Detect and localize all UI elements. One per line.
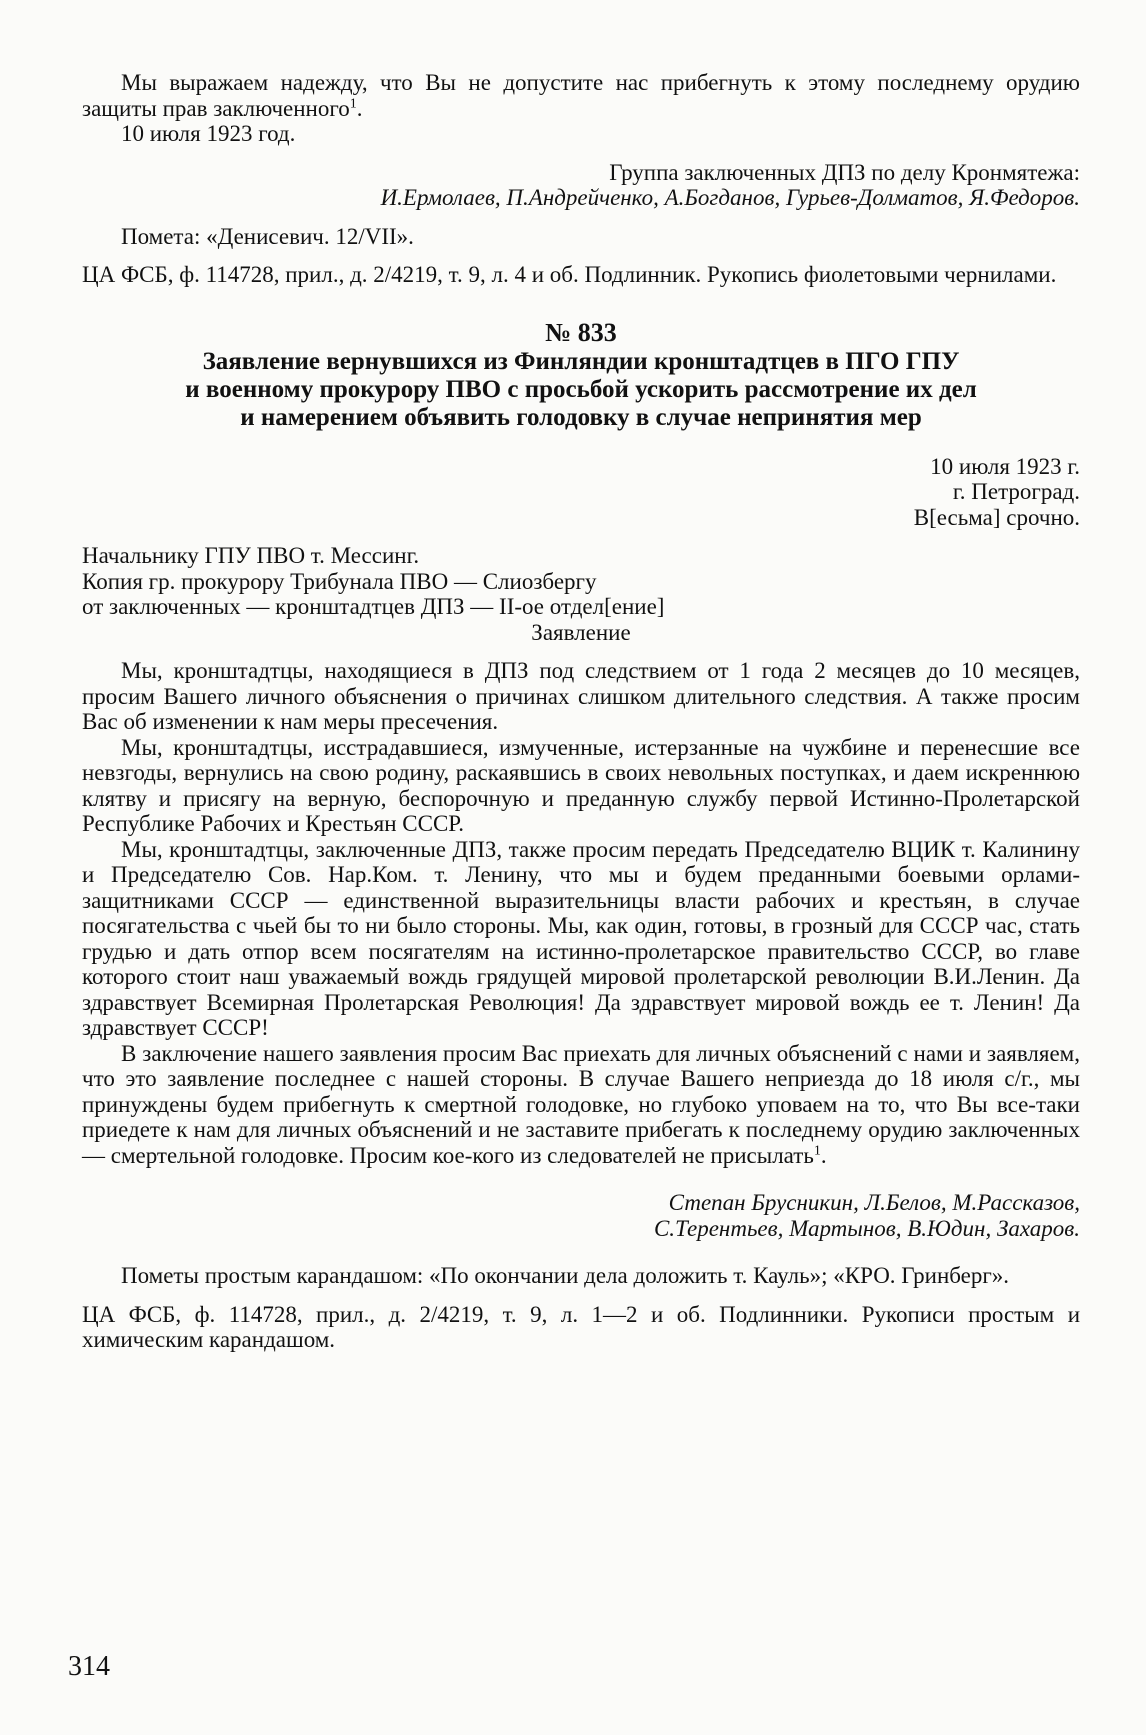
body-paragraph-4-text: В заключение нашего заявления просим Вас приехать для личных объяснений с нами и заявляем, что это заявление последнее с нашей стороны. В случае Вашего неприезда до 18 июля с/г., мы принуждены будем прибегнуть к смертной голодовке, но глубоко уповаем на то, что Вы все-таки приедете к нам для личных объяснений и не заставите прибегать к последнему орудию заключенных — смертельной голодовке. Просим кое-кого из следователей не присылать	[82, 1040, 1080, 1168]
addressee-line-2: Копия гр. прокурору Трибунала ПВО — Слиозбергу	[82, 568, 597, 594]
document-title-line-3: и намерением объявить голодовку в случае непринятия мер	[240, 403, 922, 431]
prev-closing-end: .	[356, 95, 363, 121]
prev-closing-paragraph	[82, 70, 1080, 121]
statement-heading: Заявление	[531, 619, 631, 645]
footnote-marker: 1	[813, 1142, 821, 1158]
body-paragraph-2: Мы, кронштадтцы, исстрадавшиеся, измученные, истерзанные на чужбине и перенесшие все невзгоды, вернулись на свою родину, раскаявшись в своих невольных поступках, и даем искреннюю клятву и присягу на верную, беспорочную и преданную службу первой Истинно-Пролетарской Республике Рабочих и Крестьян СССР.	[82, 734, 1080, 836]
signatures-line-2: С.Терентьев, Мартынов, В.Юдин, Захаров.	[653, 1215, 1080, 1241]
signatures-line-1: Степан Брусникин, Л.Белов, М.Рассказов,	[668, 1190, 1080, 1215]
archive-reference: ЦА ФСБ, ф. 114728, прил., д. 2/4219, т. 9, л. 1—2 и об. Подлинники. Рукописи простым и химическим карандашом.	[82, 1301, 1080, 1352]
prev-closing-text: Мы выражаем надежду, что Вы не допустите нас прибегнуть к этому последнему орудию защиты прав заключенного	[82, 70, 1080, 121]
body-paragraph-1: Мы, кронштадтцы, находящиеся в ДПЗ под следствием от 1 года 2 месяцев до 10 месяцев, просим Вашего личного объяснения о причинах слишком длительного следствия. А также просим Вас об изменении к нам меры пресечения.	[82, 658, 1080, 734]
addressee-line-1: Начальнику ГПУ ПВО т. Мессинг.	[82, 543, 420, 568]
sender-line: от заключенных — кронштадтцев ДПЗ — II-ое отдел[ение]	[82, 594, 665, 619]
prev-archive-reference: ЦА ФСБ, ф. 114728, прил., д. 2/4219, т. 9, л. 4 и об. Подлинник. Рукопись фиолетовыми чернилами.	[82, 262, 1057, 287]
document-place: г. Петроград.	[952, 479, 1080, 504]
page-content	[82, 70, 1080, 1353]
body-paragraph-4-end: .	[820, 1142, 827, 1168]
prev-signatures: И.Ермолаев, П.Андрейченко, А.Богданов, Гурьев-Долматов, Я.Федоров.	[380, 185, 1080, 210]
document-title-line-2: и военному прокурору ПВО с просьбой ускорить рассмотрение их дел	[185, 375, 977, 403]
document-date: 10 июля 1923 г.	[930, 453, 1080, 479]
document-marks: Пометы простым карандашом: «По окончании дела доложить т. Кауль»; «КРО. Гринберг».	[121, 1263, 1010, 1288]
document-urgency: В[есьма] срочно.	[913, 504, 1080, 530]
body-paragraph-3: Мы, кронштадтцы, заключенные ДПЗ, также просим передать Председателю ВЦИК т. Калинину и Председателю Сов. Нар.Ком. т. Ленину, что мы и будем преданными боевыми орлами-защитниками СССР — единственной выразительницы власти рабочих и крестьян, в случае посягательства с чьей бы то ни было стороны. Мы, как один, готовы, в грозный для СССР час, стать грудью и дать отпор всем посягателям на истинно-пролетарское правительство СССР, во главе которого стоит наш уважаемый вождь грядущей мировой пролетарской революции В.И.Ленин. Да здравствует Всемирная Пролетарская Революция! Да здравствует мировой вождь ее т. Ленин! Да здравствует СССР!	[82, 836, 1080, 1040]
prev-date: 10 июля 1923 год.	[121, 121, 296, 146]
page-number: 314	[68, 1651, 110, 1682]
body-paragraph-4	[82, 1041, 1080, 1169]
prev-group: Группа заключенных ДПЗ по делу Кронмятежа:	[609, 159, 1080, 185]
footnote-marker: 1	[349, 95, 357, 111]
document-title-line-1: Заявление вернувшихся из Финляндии кронштадтцев в ПГО ГПУ	[202, 347, 960, 375]
document-number: № 833	[545, 317, 617, 347]
prev-mark: Помета: «Денисевич. 12/VII».	[121, 223, 414, 249]
